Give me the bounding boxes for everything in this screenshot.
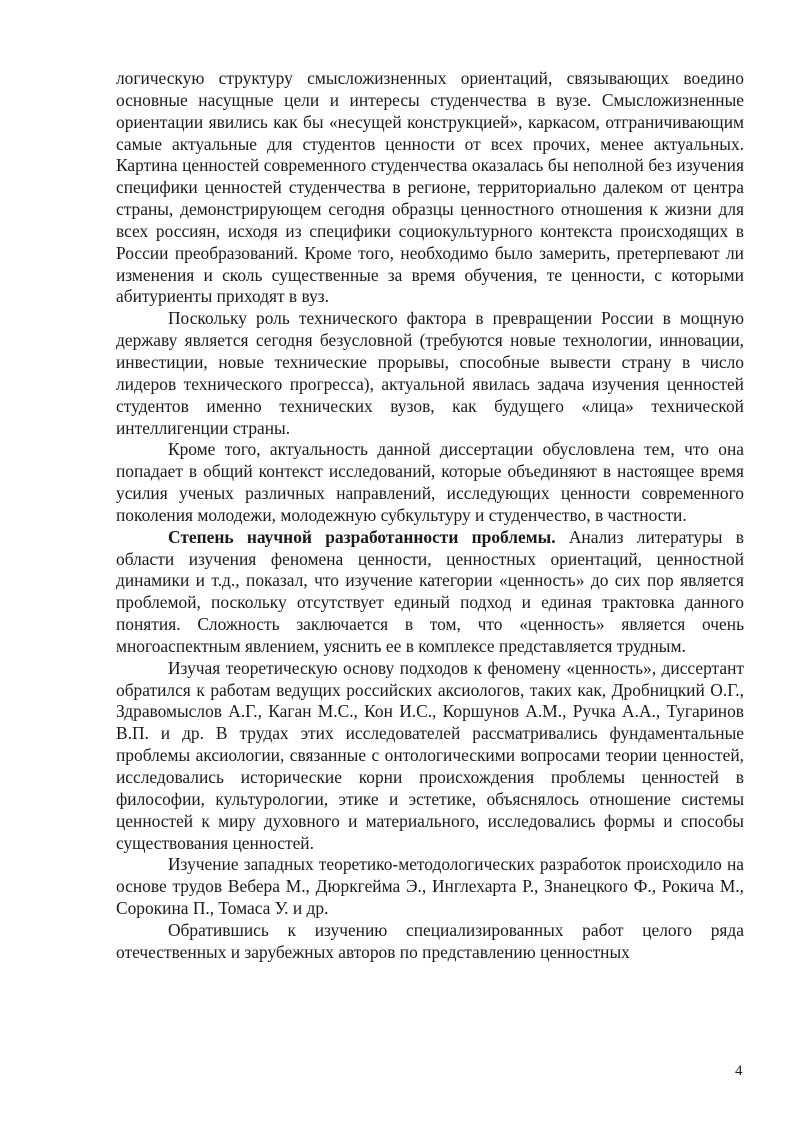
paragraph-text: логическую структуру смысложизненных ориентаций, связывающих воедино основные насущные цели и интересы студенчества в вузе. Смысложизненные ориентации явились как бы «несущей конструкцией», каркасом, отграничивающим самые актуальные для студентов ценности от всех прочих, менее актуальных. Картина ценностей современного студенчества оказалась бы неполной без изучения специфики ценностей студенчества в регионе, территориально далеком от центра страны, демонстрирующем сегодня образцы ценностного отношения к жизни для всех россиян, исходя из специфики социокультурного контекста происходящих в России преобразований. Кроме того, необходимо было замерить, претерпевают ли изменения и сколь существенные за время обучения, те ценности, с которыми абитуриенты приходят в вуз. xyxy=(116,68,744,307)
paragraph-5 xyxy=(116,658,744,855)
paragraph-3 xyxy=(116,439,744,526)
paragraph-text: Анализ литературы в области изучения феномена ценности, ценностных ориентаций, ценностной динамики и т.д., показал, что изучение категории «ценность» до сих пор является проблемой, поскольку отсутствует единый подход и единая трактовка данного понятия. Сложность заключается в том, что «ценность» является очень многоаспектным явлением, уяснить ее в комплексе представляется трудным. xyxy=(116,526,744,656)
paragraph-4 xyxy=(116,527,744,658)
paragraph-text: Изучение западных теоретико-методологических разработок происходило на основе трудов Вебера М., Дюркгейма Э., Инглехарта Р., Знанецкого Ф., Рокича М., Сорокина П., Томаса У. и др. xyxy=(116,854,744,919)
paragraph-6 xyxy=(116,854,744,920)
body-text xyxy=(116,68,744,964)
paragraph-text: Обратившись к изучению специализированных работ целого ряда отечественных и зарубежных авторов по представлению ценностных xyxy=(116,919,744,962)
paragraph-text: Поскольку роль технического фактора в превращении России в мощную державу является сегодня безусловной (требуются новые технологии, инновации, инвестиции, новые технические прорывы, способные вывести страну в число лидеров технического прогресса), актуальной явилась задача изучения ценностей студентов именно технических вузов, как будущего «лица» технической интеллигенции страны. xyxy=(116,308,744,438)
page-number: 4 xyxy=(735,1063,743,1079)
paragraph-text: Кроме того, актуальность данной диссертации обусловлена тем, что она попадает в общий контекст исследований, которые объединяют в настоящее время усилия ученых различных направлений, исследующих ценности современного поколения молодежи, молодежную субкультуру и студенчество, в частности. xyxy=(116,439,744,525)
paragraph-2 xyxy=(116,308,744,439)
paragraph-1 xyxy=(116,68,744,308)
section-heading-inline: Степень научной разработанности проблемы. xyxy=(168,526,556,547)
paragraph-7 xyxy=(116,920,744,964)
paragraph-text: Изучая теоретическую основу подходов к феномену «ценность», диссертант обратился к работам ведущих российских аксиологов, таких как, Дробницкий О.Г., Здравомыслов А.Г., Каган М.С., Кон И.С., Коршунов А.М., Ручка А.А., Тугаринов В.П. и др. В трудах этих исследователей рассматривались фундаментальные проблемы аксиологии, связанные с онтологическими вопросами теории ценностей, исследовались исторические корни происхождения проблемы ценностей в философии, культурологии, этике и эстетике, объяснялось отношение системы ценностей к миру духовного и материального, исследовались формы и способы существования ценностей. xyxy=(116,657,744,853)
